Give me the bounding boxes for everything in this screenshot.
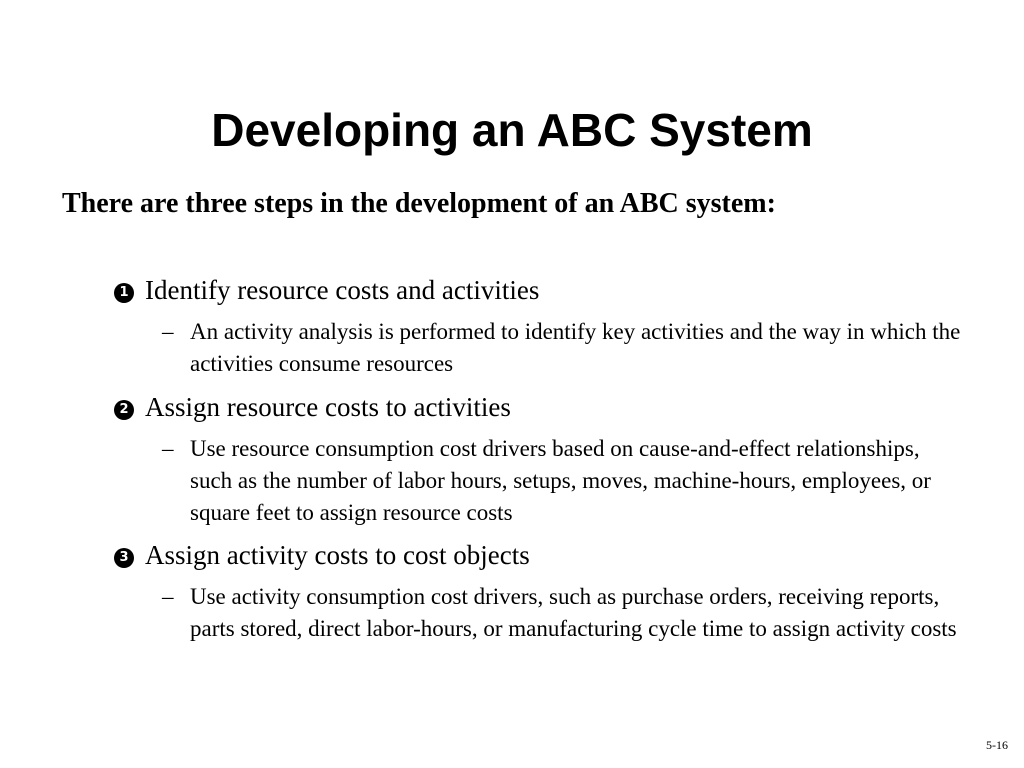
step-detail-3 [162, 581, 962, 645]
numbered-bullet-icon: 2 [114, 400, 134, 420]
numbered-bullet-icon: 1 [114, 283, 134, 303]
intro-text: There are three steps in the development of an ABC system: [62, 188, 776, 219]
step-label: Assign resource costs to activities [145, 392, 511, 422]
dash-bullet: – [162, 319, 174, 344]
dash-bullet: – [162, 436, 174, 461]
step-detail-text: Use resource consumption cost drivers based on cause-and-effect relationships, such as the number of labor hours, setups, moves, machine-hours, employees, or square feet to assign resource costs [190, 436, 931, 525]
dash-bullet: – [162, 584, 174, 609]
step-detail-text: Use activity consumption cost drivers, such as purchase orders, receiving reports, parts stored, direct labor-hours, or manufacturing cycle time to assign activity costs [190, 584, 957, 641]
step-label: Assign activity costs to cost objects [145, 540, 530, 570]
step-detail-text: An activity analysis is performed to identify key activities and the way in which the activities consume resources [190, 319, 961, 376]
slide-number: 5-16 [986, 738, 1008, 752]
step-label: Identify resource costs and activities [145, 275, 540, 305]
step-detail-1 [162, 316, 962, 380]
step-item-1 [114, 272, 974, 308]
step-detail-2 [162, 433, 962, 529]
numbered-bullet-icon: 3 [114, 548, 134, 568]
step-item-2 [114, 389, 974, 425]
slide-title: Developing an ABC System [211, 104, 813, 156]
step-item-3 [114, 537, 974, 573]
